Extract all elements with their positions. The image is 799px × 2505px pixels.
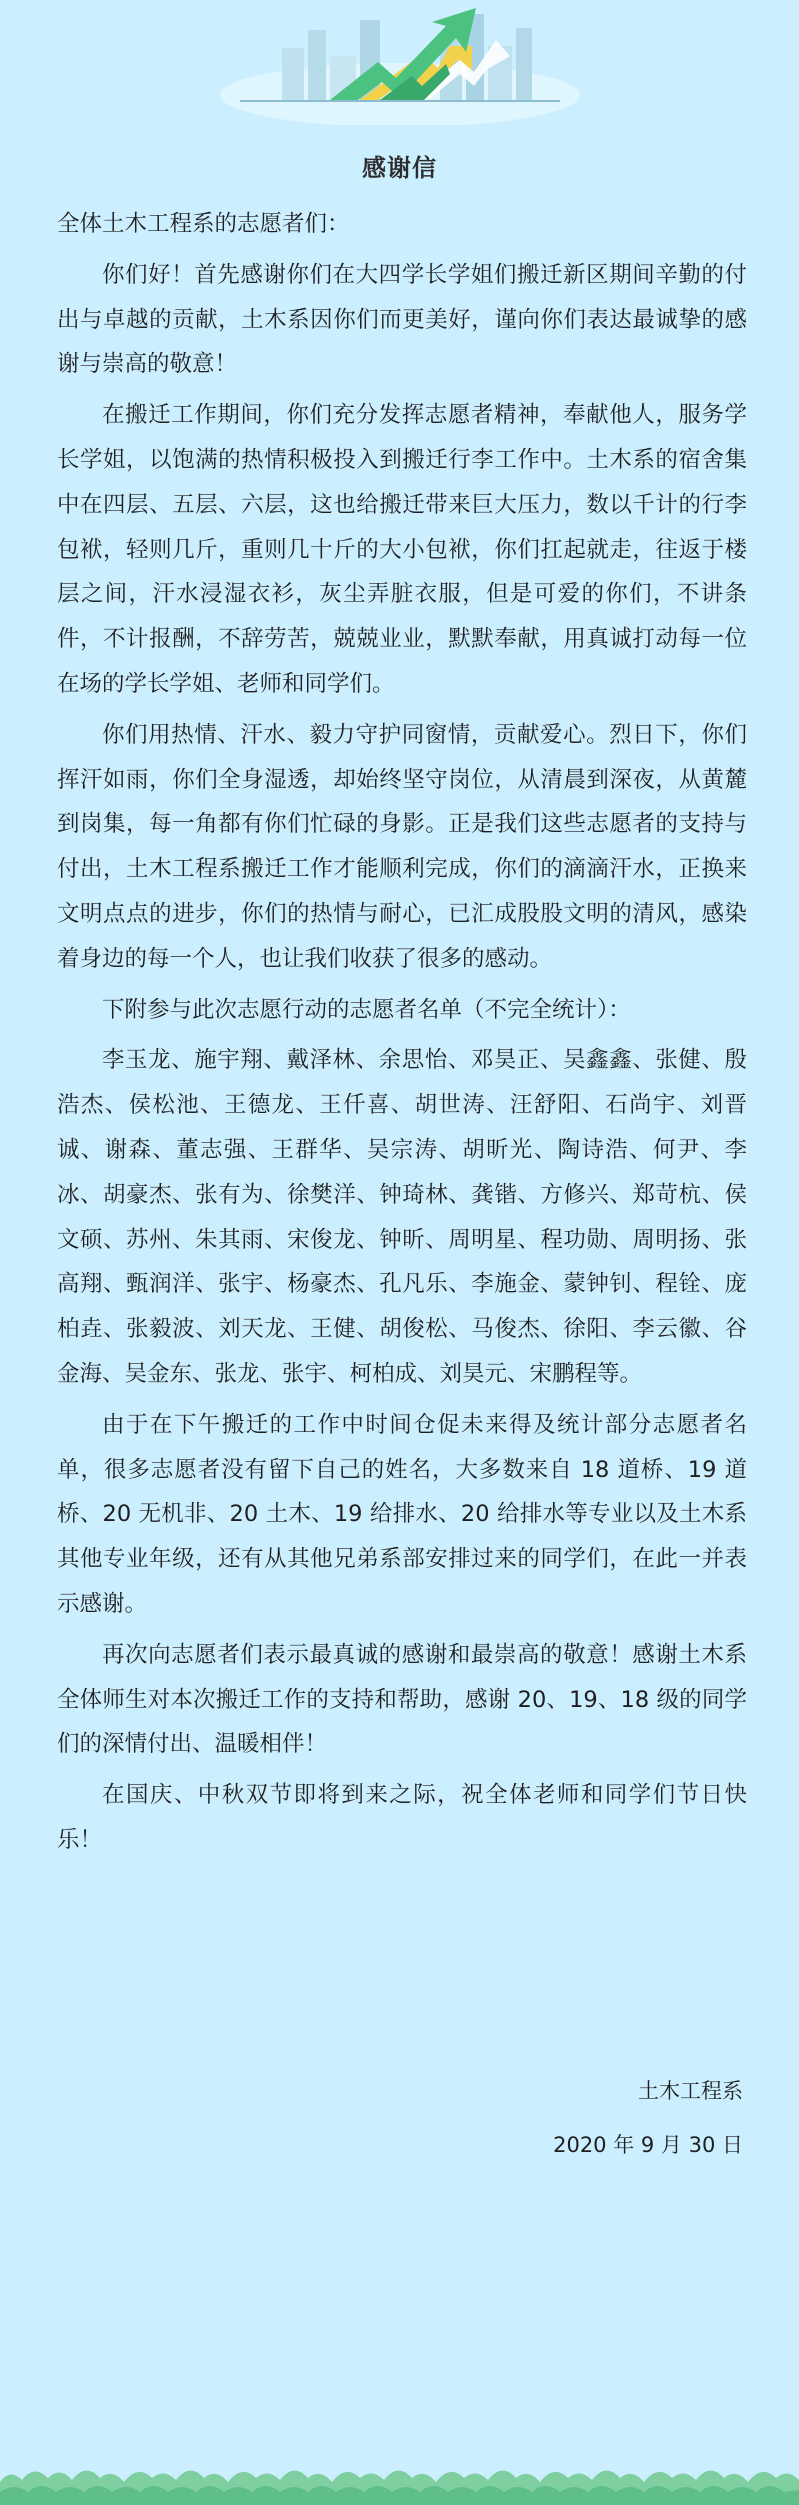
- letter-title: 感谢信: [362, 154, 437, 182]
- paragraph-greeting: 你们好！首先感谢你们在大四学长学姐们搬迁新区期间辛勤的付出与卓越的贡献，土木系因你们而更美好，谨向你们表达最诚挚的感谢与崇高的敬意！: [57, 261, 747, 378]
- footer-grass-border: [0, 2460, 799, 2505]
- letter-body: [57, 202, 747, 1863]
- header-growth-illustration: [210, 0, 590, 125]
- signature-organization: 土木工程系: [638, 2079, 743, 2103]
- paragraph-dedication: 你们用热情、汗水、毅力守护同窗情，贡献爱心。烈日下，你们挥汗如雨，你们全身湿透，却始终坚守岗位，从清晨到深夜，从黄麓到岗集，每一角都有你们忙碌的身影。正是我们这些志愿者的支持与付出，土木工程系搬迁工作才能顺利完成，你们的滴滴汗水，正换来文明点点的进步，你们的热情与耐心，已汇成股股文明的清风，感染着身边的每一个人，也让我们收获了很多的感动。: [57, 721, 747, 972]
- paragraph-thanks: 再次向志愿者们表示最真诚的感谢和最崇高的敬意！感谢土木系全体师生对本次搬迁工作的支持和帮助，感谢 20、19、18 级的同学们的深情付出、温暖相伴！: [57, 1641, 747, 1758]
- paragraph-list-intro: 下附参与此次志愿行动的志愿者名单（不完全统计）：: [102, 996, 631, 1023]
- letter-signature: [553, 2064, 743, 2172]
- paragraph-volunteer-names: 李玉龙、施宇翔、戴泽林、余思怡、邓昊正、吴鑫鑫、张健、殷浩杰、侯松池、王德龙、王仟喜、胡世涛、汪舒阳、石尚宇、刘晋诚、谢森、董志强、王群华、吴宗涛、胡昕光、陶诗浩、何尹、李冰、胡豪杰、张有为、徐樊洋、钟琦林、龚锴、方修兴、郑苛杭、侯文硕、苏州、朱其雨、宋俊龙、钟昕、周明星、程功勋、周明扬、张高翔、甄润洋、张宇、杨豪杰、孔凡乐、李施金、蒙钟钊、程铨、庞柏垚、张毅波、刘天龙、王健、胡俊松、马俊杰、徐阳、李云徽、谷金海、吴金东、张龙、张宇、柯柏成、刘昊元、宋鹏程等。: [57, 1047, 747, 1387]
- paragraph-work: 在搬迁工作期间，你们充分发挥志愿者精神，奉献他人，服务学长学姐，以饱满的热情积极投入到搬迁行李工作中。土木系的宿舍集中在四层、五层、六层，这也给搬迁带来巨大压力，数以千计的行李包袱，轻则几斤，重则几十斤的大小包袱，你们扛起就走，往返于楼层之间，汗水浸湿衣衫，灰尘弄脏衣服，但是可爱的你们，不讲条件，不计报酬，不辞劳苦，兢兢业业，默默奉献，用真诚打动每一位在场的学长学姐、老师和同学们。: [57, 402, 747, 697]
- signature-date: 2020 年 9 月 30 日: [553, 2133, 743, 2157]
- letter-salutation: 全体土木工程系的志愿者们：: [57, 211, 350, 237]
- paragraph-holiday-wishes: 在国庆、中秋双节即将到来之际，祝全体老师和同学们节日快乐！: [57, 1782, 747, 1853]
- paragraph-unlisted: 由于在下午搬迁的工作中时间仓促未来得及统计部分志愿者名单，很多志愿者没有留下自己的姓名，大多数来自 18 道桥、19 道桥、20 无机非、20 土木、19 给排水、20 给排水等专业以及土木系其他专业年级，还有从其他兄弟系部安排过来的同学们，在此一并表示感谢。: [57, 1411, 747, 1617]
